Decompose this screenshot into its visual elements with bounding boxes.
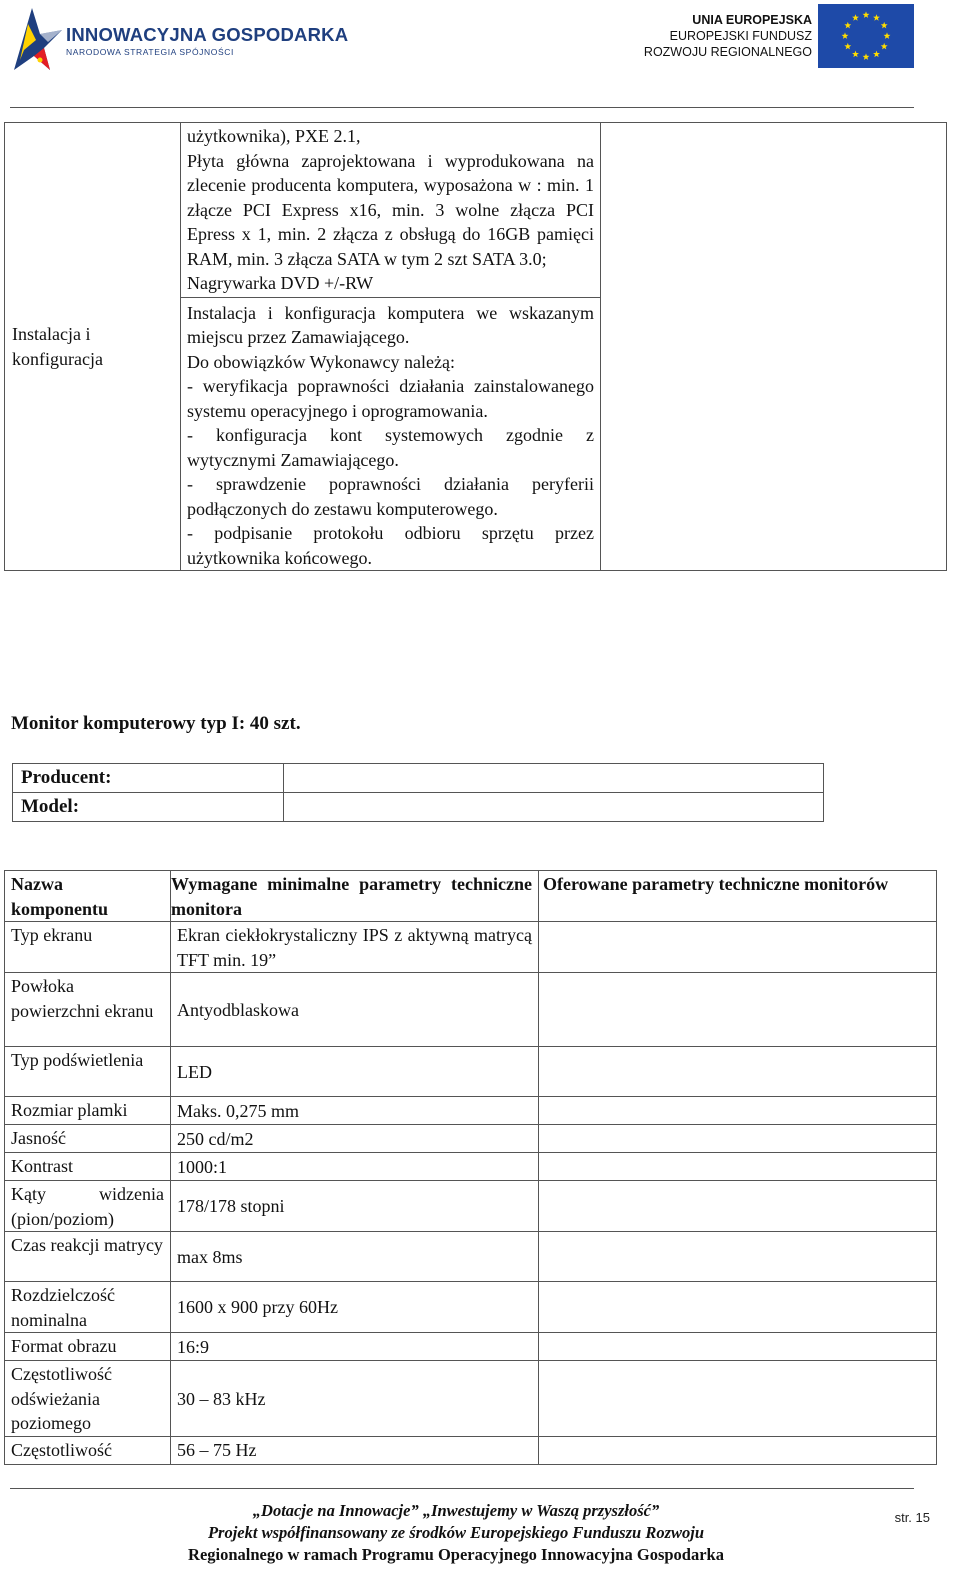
required-value: Maks. 0,275 mm [171,1097,539,1125]
table-row [13,793,824,822]
offered-cell-empty [601,123,947,571]
requirement-text: użytkownika), PXE 2.1, [187,126,361,146]
requirement-text: - podpisanie protokołu odbioru sprzętu przez użytkownika końcowego. [187,523,594,568]
table-row [5,123,947,298]
requirement-text: Do obowiązków Wykonawcy należą: [187,351,455,372]
offered-value-field[interactable] [539,973,937,1047]
offered-value-field[interactable] [539,1181,937,1232]
required-value: Antyodblaskowa [171,973,539,1047]
model-value-field[interactable] [284,793,824,822]
requirement-text: - konfiguracja kont systemowych zgodnie z wytycznymi Zamawiającego. [187,425,594,470]
eu-flag-icon [818,4,914,68]
required-value: max 8ms [171,1232,539,1282]
offered-value-field[interactable] [539,922,937,973]
offered-value-field[interactable] [539,1125,937,1153]
requirement-text: Nagrywarka DVD +/-RW [187,273,374,293]
section-title: Monitor komputerowy typ I: 40 szt. [11,713,301,734]
table-row [5,1436,937,1464]
left-logo-title: INNOWACYJNA GOSPODARKA [66,24,349,45]
required-value: LED [171,1047,539,1097]
requirement-text: - sprawdzenie poprawności działania peryferii podłączonych do zestawu komputerowego. [187,474,594,519]
header-divider [10,107,914,108]
required-value: 16:9 [171,1333,539,1361]
requirement-text: Instalacja i konfiguracja komputera we wskazanym miejscu przez Zamawiającego. [187,302,594,347]
producer-label: Producent: [13,764,284,793]
footer-line-1: „Dotacje na Innowacje” „Inwestujemy w Waszą przyszłość” [252,1501,660,1520]
table-row [5,1333,937,1361]
table-header-row [5,871,937,922]
requirement-text: Płyta główna zaprojektowana i wyprodukowana na zlecenie producenta komputera, wyposażona w : min. 1 złącze PCI Express x16, min. 3 wolne złącza PCI Epress x 1, min. 2 złącza z obsługą do 16GB pamięci RAM, min. 3 złącza SATA w tym 2 szt SATA 3.0; [187,150,594,269]
requirement-text: - weryfikacja poprawności działania zainstalowanego systemu operacyjnego i oprogramowania. [187,376,594,421]
component-name: Częstotliwość odświeżania poziomego [5,1361,171,1437]
required-value: 1600 x 900 przy 60Hz [171,1282,539,1333]
eu-logo-line1: UNIA EUROPEJSKA [692,13,812,27]
table-row [5,973,937,1047]
table-row [5,1125,937,1153]
required-value: 178/178 stopni [171,1181,539,1232]
offered-value-field[interactable] [539,1361,937,1437]
left-logo-subtitle: NARODOWA STRATEGIA SPÓJNOŚCI [66,47,234,57]
eu-logo-line2: EUROPEJSKI FUNDUSZ [669,29,812,43]
page-header [0,0,960,108]
column-header-offered: Oferowane parametry techniczne monitorów [539,871,937,922]
component-name: Czas reakcji matrycy [5,1232,171,1282]
table-row [5,1097,937,1125]
table-row [5,1047,937,1097]
table-row [5,1153,937,1181]
component-name: Typ ekranu [5,922,171,973]
footer-line-2: Projekt współfinansowany ze środków Europejskiego Funduszu Rozwoju [207,1523,705,1542]
offered-value-field[interactable] [539,1097,937,1125]
component-name: Rozdzielczość nominalna [5,1282,171,1333]
table-row [5,1361,937,1437]
offered-value-field[interactable] [539,1333,937,1361]
component-name: Typ podświetlenia [5,1047,171,1097]
requirements-cell [181,297,601,571]
component-name: Format obrazu [5,1333,171,1361]
left-logo-text [66,24,348,57]
table-row [5,1232,937,1282]
required-value: 56 – 75 Hz [171,1436,539,1464]
specification-table-continued [4,122,947,571]
requirements-cell [181,123,601,298]
table-row [5,922,937,973]
component-name: Rozmiar plamki [5,1097,171,1125]
offered-value-field[interactable] [539,1282,937,1333]
component-name: Kontrast [5,1153,171,1181]
row-label-instalacja [5,123,181,571]
table-row [5,1181,937,1232]
page-number: str. 15 [894,1510,930,1525]
column-header-name: Nazwa komponentu [5,871,171,922]
monitor-specification-table [4,870,937,1465]
row-label-text: Instalacja i konfiguracja [12,324,103,369]
offered-value-field[interactable] [539,1047,937,1097]
producer-model-table [12,763,824,822]
component-name: Powłoka powierzchni ekranu [5,973,171,1047]
eu-logo-text [644,12,812,60]
required-value: 250 cd/m2 [171,1125,539,1153]
eu-logo-line3: ROZWOJU REGIONALNEGO [643,45,812,59]
component-name: Częstotliwość [5,1436,171,1464]
component-name: Jasność [5,1125,171,1153]
footer-line-3: Regionalnego w ramach Programu Operacyjnego Innowacyjna Gospodarka [188,1545,724,1564]
model-label: Model: [13,793,284,822]
required-value: Ekran ciekłokrystaliczny IPS z aktywną matrycą TFT min. 19” [171,922,539,973]
required-value: 30 – 83 kHz [171,1361,539,1437]
innowacyjna-gospodarka-logo-icon [10,4,66,74]
column-header-required: Wymagane minimalne parametry techniczne monitora [171,871,539,922]
component-name: Kąty widzenia (pion/poziom) [5,1181,171,1232]
offered-value-field[interactable] [539,1436,937,1464]
required-value: 1000:1 [171,1153,539,1181]
page-footer [96,1500,816,1566]
offered-value-field[interactable] [539,1232,937,1282]
footer-divider [10,1488,914,1489]
table-row [13,764,824,793]
offered-value-field[interactable] [539,1153,937,1181]
table-row [5,1282,937,1333]
producer-value-field[interactable] [284,764,824,793]
